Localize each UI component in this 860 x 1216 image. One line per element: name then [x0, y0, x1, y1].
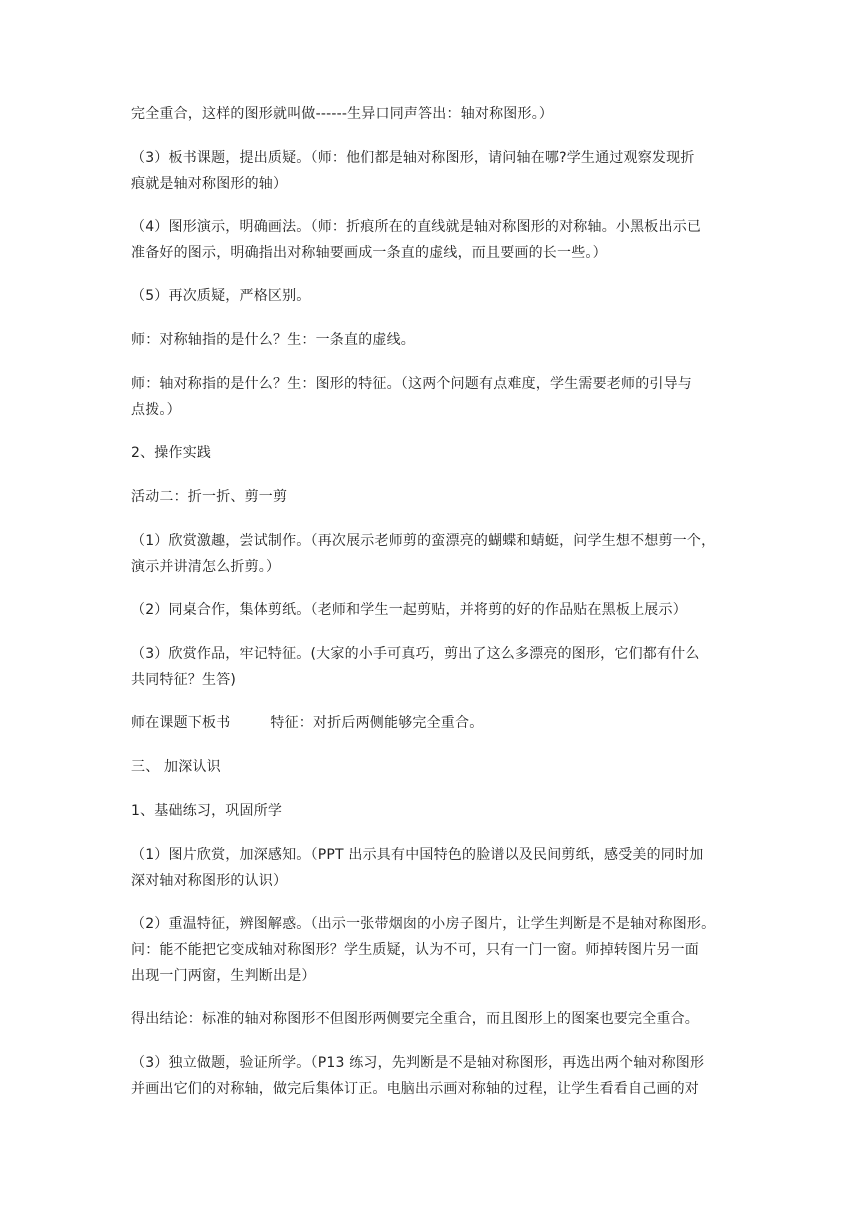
text-line: 1、基础练习，巩固所学: [131, 803, 283, 819]
text-line: （5）再次质疑，严格区别。: [131, 288, 311, 304]
text-line: （2）同桌合作，集体剪纸。（老师和学生一起剪贴，并将剪的好的作品贴在黑板上展示）: [131, 602, 687, 618]
text-line: 点拨。）: [131, 402, 181, 418]
text-line: 痕就是轴对称图形的轴）: [131, 176, 288, 192]
paragraph-conclusion: [131, 1006, 731, 1032]
text-line: 问：能不能把它变成轴对称图形？学生质疑，认为不可，只有一门一窗。师掉转图片另一面: [131, 942, 699, 958]
paragraph-teacher-question-symmetry: [131, 371, 731, 423]
text-line: （3）板书课题，提出质疑。（师：他们都是轴对称图形，请问轴在哪?学生通过观察发现折: [131, 150, 695, 166]
text-line: 并画出它们的对称轴，做完后集体订正。电脑出示画对称轴的过程，让学生看看自己画的对: [131, 1081, 699, 1097]
text-line: （3）独立做题，验证所学。（P13 练习，先判断是不是轴对称图形，再选出两个轴对称图形: [131, 1055, 705, 1071]
paragraph-teacher-question-axis: [131, 327, 731, 353]
paragraph-2-cooperate: [131, 597, 731, 623]
paragraph-blackboard-feature: [131, 710, 731, 736]
paragraph-3-appreciate-works: [131, 641, 731, 693]
subsection-heading-basic-practice: [131, 798, 731, 824]
paragraph-2-review-features: [131, 911, 731, 989]
text-line: 三、 加深认识: [131, 759, 221, 775]
paragraph-4-figure-demo: [131, 214, 731, 266]
text-line: 完全重合，这样的图形就叫做------生异口同声答出：轴对称图形。）: [131, 106, 554, 122]
text-line: 共同特征？生答): [131, 672, 237, 688]
text-line: 演示并讲清怎么折剪。）: [131, 559, 281, 575]
text-line: （1）欣赏激趣，尝试制作。（再次展示老师剪的蛮漂亮的蝴蝶和蜻蜓，问学生想不想剪一个，: [131, 533, 716, 549]
text-line: 出现一门两窗，生判断出是）: [131, 968, 316, 984]
text-line: 2、操作实践: [131, 445, 212, 461]
section-heading-practice: [131, 440, 731, 466]
section-heading-deepen: [131, 754, 731, 780]
paragraph-1-appreciate: [131, 528, 731, 580]
text-line: 师：轴对称指的是什么？生：图形的特征。（这两个问题有点难度，学生需要老师的引导与: [131, 376, 692, 392]
text-line: 得出结论：标准的轴对称图形不但图形两侧要完全重合，而且图形上的图案也要完全重合。: [131, 1011, 699, 1027]
paragraph-1-picture-appreciation: [131, 842, 731, 894]
text-line: 准备好的图示，明确指出对称轴要画成一条直的虚线，而且要画的长一些。）: [131, 245, 607, 261]
text-line: （4）图形演示，明确画法。（师：折痕所在的直线就是轴对称图形的对称轴。小黑板出示已: [131, 219, 702, 235]
paragraph-3-independent-work: [131, 1050, 731, 1102]
text-line: 活动二：折一折、剪一剪: [131, 489, 288, 505]
paragraph-3-blackboard-title: [131, 145, 731, 197]
text-line: 特征：对折后两侧能够完全重合。: [270, 715, 484, 731]
activity-two-heading: [131, 484, 731, 510]
text-line: 师在课题下板书: [131, 715, 231, 731]
paragraph-line-completion: [131, 101, 731, 127]
paragraph-5-question-again: [131, 283, 731, 309]
text-line: 深对轴对称图形的认识）: [131, 873, 288, 889]
text-line: （2）重温特征，辨图解惑。（出示一张带烟囱的小房子图片，让学生判断是不是轴对称图形。: [131, 916, 716, 932]
text-line: 师：对称轴指的是什么？生：一条直的虚线。: [131, 332, 415, 348]
text-line: （1）图片欣赏，加深感知。（PPT 出示具有中国特色的脸谱以及民间剪纸，感受美的同时加: [131, 847, 704, 863]
text-line: （3）欣赏作品，牢记特征。(大家的小手可真巧，剪出了这么多漂亮的图形，它们都有什么: [131, 646, 700, 662]
